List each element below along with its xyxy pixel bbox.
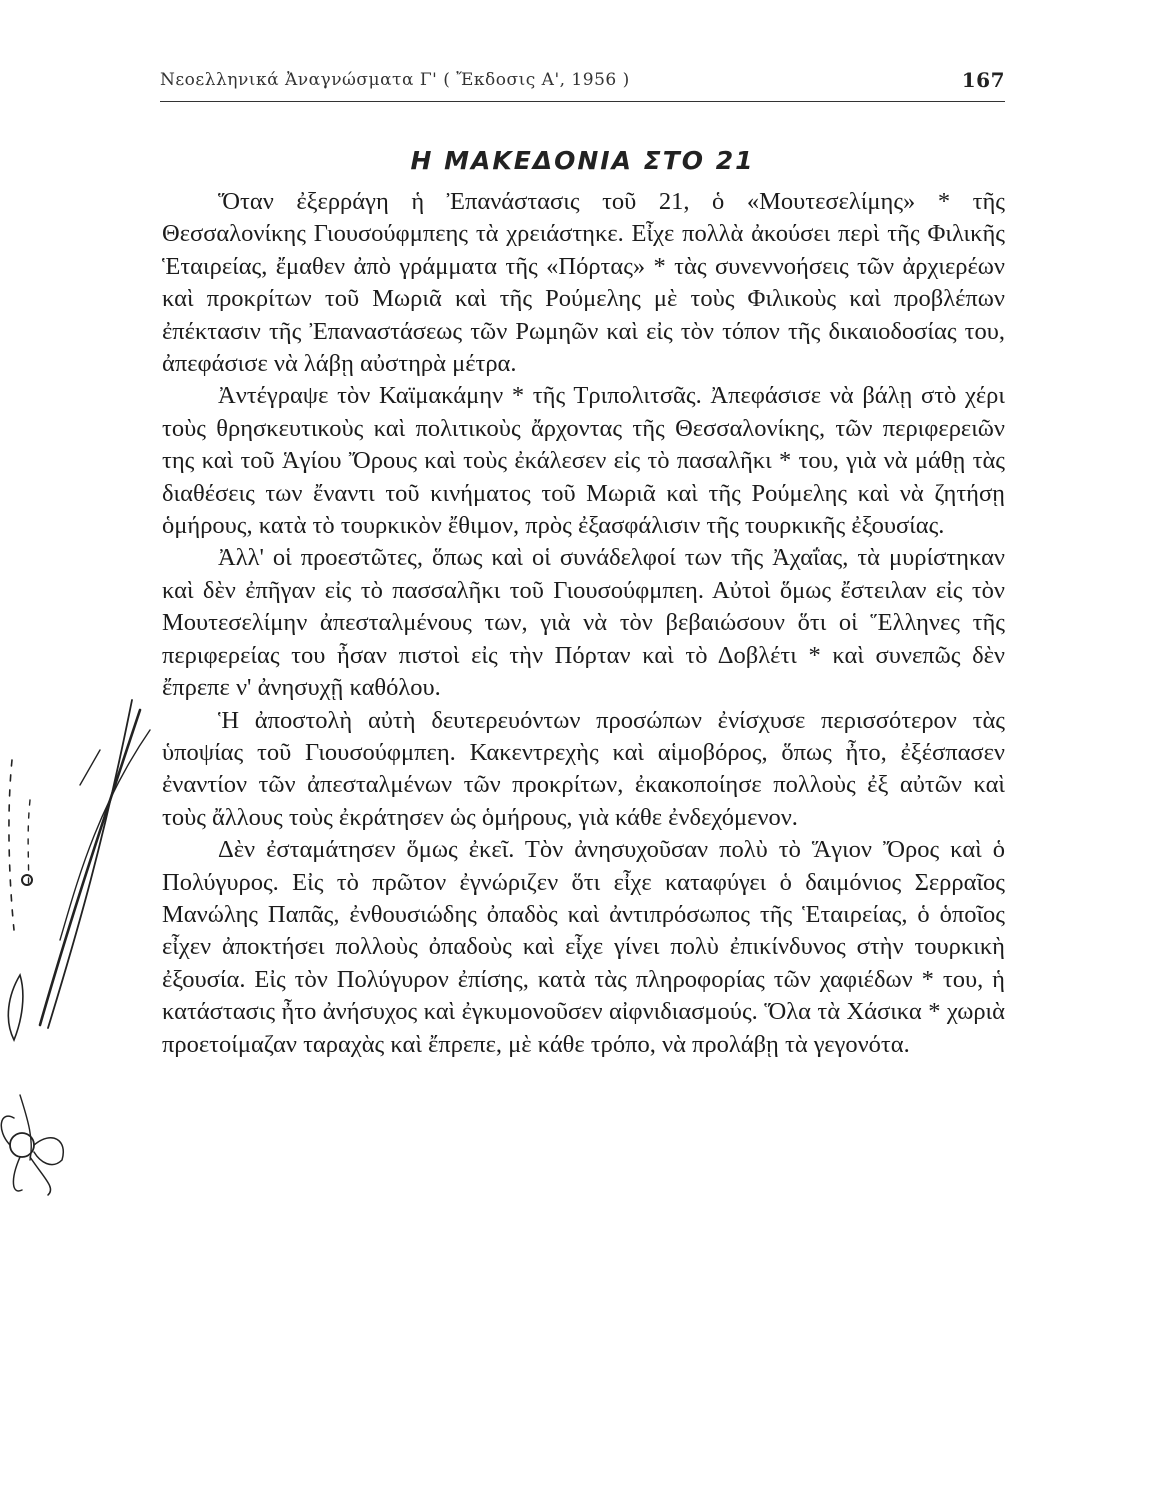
paragraph-4: Ἡ ἀποστολὴ αὐτὴ δευτερευόντων προσώπων ἐνίσχυσε περισσότερον τὰς ὑποψίας τοῦ Γιουσούφμπεη. Κακεντρεχὴς καὶ αἱμοβόρος, ὅπως ἦτο, ἐξέσπασεν ἐναντίον τῶν ἀπεσταλμένων τῶν προκρίτων, ἐκακοποίησε πολλοὺς ἐξ αὐτῶν καὶ τοὺς ἄλλους τοὺς ἐκράτησεν ὡς ὁμήρους, γιὰ κάθε ἐνδεχόμενον. [162,706,1005,831]
book-title: Νεοελληνικά Ἀναγνώσματα Γ' ( Ἔκδοσις Α', 1956 ) [160,70,630,90]
chapter-title: Η ΜΑΚΕΔΟΝΙΑ ΣΤΟ 21 [410,146,755,175]
header-rule [160,101,1005,102]
body-text [162,186,1005,1061]
paragraph-3: Ἀλλ' οἱ προεστῶτες, ὅπως καὶ οἱ συνάδελφοί των τῆς Ἀχαΐας, τὰ μυρίστηκαν καὶ δὲν ἐπῆγαν εἰς τὸ πασσαλῆκι τοῦ Γιουσούφμπεη. Αὐτοὶ ὅμως ἔστειλαν εἰς τὸν Μουτεσελίμην ἀπεσταλμένους των, γιὰ νὰ τὸν βεβαιώσουν ὅτι οἱ Ἕλληνες τῆς περιφερείας του ἦσαν πιστοὶ εἰς τὴν Πόρταν καὶ τὸ Δοβλέτι * καὶ συνεπῶς δὲν ἔπρεπε ν' ἀνησυχῇ καθόλου. [162,544,1005,702]
margin-doodle-icon [0,690,160,1250]
paragraph-2: Ἀντέγραψε τὸν Καϊμακάμην * τῆς Τριπολιτσᾶς. Ἀπεφάσισε νὰ βάλῃ στὸ χέρι τοὺς θρησκευτικοὺς καὶ πολιτικοὺς ἄρχοντας τῆς Θεσσαλονίκης, τῶν περιφερειῶν της καὶ τοῦ Ἁγίου Ὄρους καὶ τοὺς ἐκάλεσεν εἰς τὸ πασαλῆκι * του, γιὰ νὰ μάθῃ τὰς διαθέσεις των ἔναντι τοῦ κινήματος τοῦ Μωριᾶ καὶ τῆς Ρούμελης καὶ νὰ ζητήσῃ ὁμήρους, κατὰ τὸ τουρκικὸν ἔθιμον, πρὸς ἐξασφάλισιν τῆς τουρκικῆς ἐξουσίας. [162,382,1005,540]
running-header [160,68,1005,98]
paragraph-5: Δὲν ἐσταμάτησεν ὅμως ἐκεῖ. Τὸν ἀνησυχοῦσαν πολὺ τὸ Ἅγιον Ὄρος καὶ ὁ Πολύγυρος. Εἰς τὸ πρῶτον ἐγνώριζεν ὅτι εἶχε καταφύγει ὁ δαιμόνιος Σερραῖος Μανώλης Παπᾶς, ἐνθουσιώδης ὀπαδὸς καὶ ἀντιπρόσωπος τῆς Ἑταιρείας, ὁ ὁποῖος εἶχεν ἀποκτήσει πολλοὺς ὀπαδοὺς καὶ εἶχε γίνει πολὺ ἐπικίνδυνος στὴν τουρκικὴ ἐξουσία. Εἰς τὸν Πολύγυρον ἐπίσης, κατὰ τὰς πληροφορίας τῶν χαφιέδων * του, ἡ κατάστασις ἦτο ἀνήσυχος καὶ ἐγκυμονοῦσεν αἰφνιδιασμούς. Ὅλα τὰ Χάσικα * χωριὰ προετοίμαζαν ταραχὰς καὶ ἔπρεπε, μὲ κάθε τρόπο, νὰ προλάβῃ τὰ γεγονότα. [162,836,1005,1058]
paragraph-1: Ὅταν ἐξερράγη ἡ Ἐπανάστασις τοῦ 21, ὁ «Μουτεσελίμης» * τῆς Θεσσαλονίκης Γιουσούφμπεης τὰ χρειάστηκε. Εἶχε πολλὰ ἀκούσει περὶ τῆς Φιλικῆς Ἑταιρείας, ἔμαθεν ἀπὸ γράμματα τῆς «Πόρτας» * τὰς συνεννοήσεις τῶν ἀρχιερέων καὶ προκρίτων τοῦ Μωριᾶ καὶ τῆς Ρούμελης μὲ τοὺς Φιλικοὺς καὶ προβλέπων ἐπέκτασιν τῆς Ἐπαναστάσεως τῶν Ρωμηῶν καὶ εἰς τὸν τόπον τῆς δικαιοδοσίας του, ἀπεφάσισε νὰ λάβῃ αὐστηρὰ μέτρα. [162,188,1005,378]
page-number: 167 [961,68,1005,92]
